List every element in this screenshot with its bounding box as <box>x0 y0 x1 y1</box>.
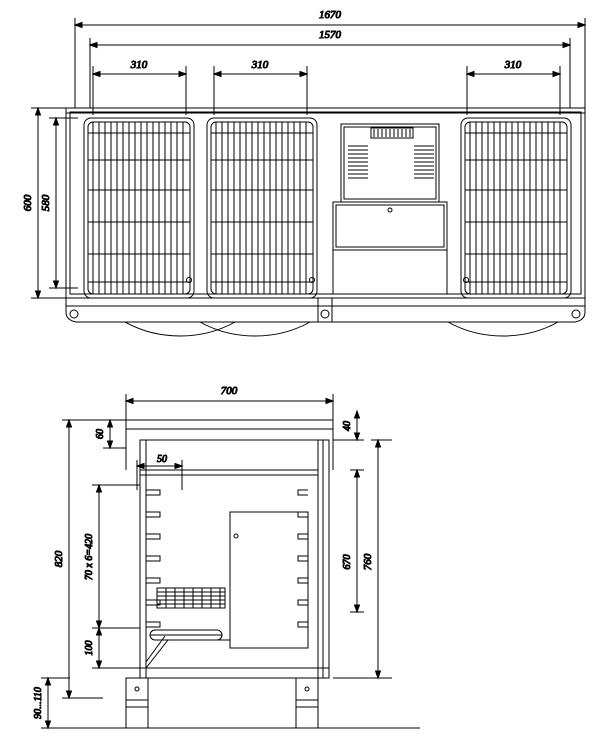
grille-panel-right <box>461 118 571 298</box>
dim-310-right <box>467 59 560 115</box>
dim-310-middle-label: 310 <box>251 59 269 71</box>
dim-100-label: 100 <box>84 640 95 656</box>
dim-760-label: 760 <box>362 553 374 571</box>
dim-820 <box>53 420 103 698</box>
dim-1570-label: 1570 <box>319 29 341 41</box>
cabinet-body-front <box>66 108 585 298</box>
dim-90-110 <box>33 678 70 728</box>
dim-60-label: 60 <box>95 429 106 439</box>
dim-shelf-pitch-label: 70 x 6=420 <box>84 533 95 581</box>
dim-580-label: 580 <box>40 194 52 212</box>
grille-panel-left <box>84 118 194 298</box>
dim-50 <box>137 454 182 490</box>
dim-700-label: 700 <box>220 385 238 397</box>
dim-580 <box>40 118 78 288</box>
dim-310-middle <box>214 59 307 115</box>
dim-820-label: 820 <box>53 550 65 568</box>
dim-1670-label: 1670 <box>319 9 341 21</box>
compressor-unit <box>333 124 447 294</box>
cabinet-side-section <box>60 420 420 728</box>
grille-panel-middle <box>207 118 317 298</box>
dim-1570 <box>90 29 570 108</box>
dim-310-right-label: 310 <box>504 59 522 71</box>
dim-40 <box>333 411 364 440</box>
dim-310-left-label: 310 <box>130 59 148 71</box>
dim-40-label: 40 <box>342 421 353 431</box>
dim-60 <box>95 420 126 448</box>
dim-670 <box>342 470 364 612</box>
dim-100 <box>84 628 140 668</box>
dim-310-left <box>93 59 186 115</box>
cabinet-base-front <box>66 298 585 336</box>
dim-600-label: 600 <box>22 194 34 212</box>
dim-90-110-label: 90...110 <box>33 687 44 719</box>
dim-670-label: 670 <box>342 554 353 570</box>
dim-shelf-pitch <box>84 485 140 628</box>
dim-50-label: 50 <box>157 454 167 465</box>
